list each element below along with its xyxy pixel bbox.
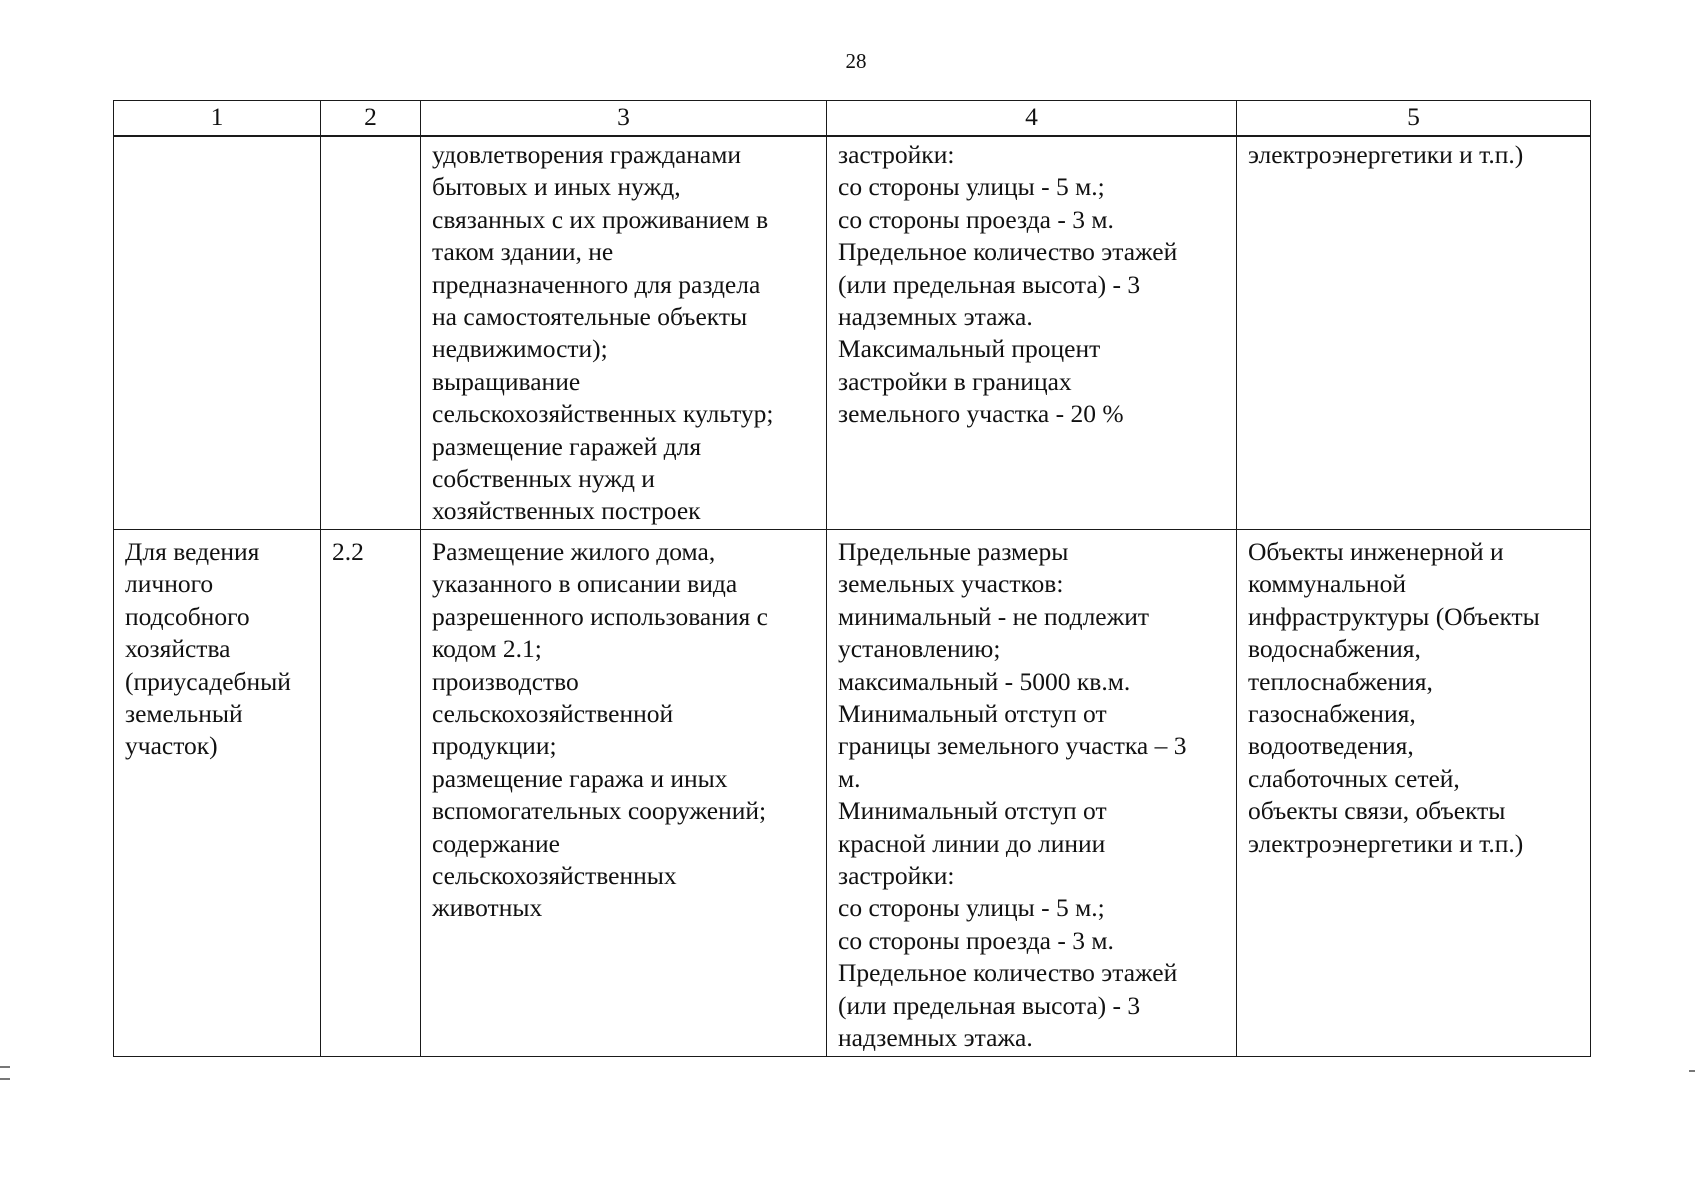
cell-code	[321, 136, 421, 530]
cell-description: удовлетворения гражданами бытовых и иных нужд, связанных с их проживанием в таком здании, не предназначенного для раздела на самостоятельные объекты недвижимости); выращивание сельскохозяйственных культур; размещение гаражей для собственных нужд и хозяйственных построек	[421, 136, 827, 530]
cell-use-type: Для ведения личного подсобного хозяйства (приусадебный земельный участок)	[114, 530, 321, 1057]
column-header-4: 4	[827, 101, 1237, 137]
column-header-3: 3	[421, 101, 827, 137]
table-header-row	[114, 101, 1591, 137]
cell-auxiliary-uses: электроэнергетики и т.п.)	[1237, 136, 1591, 530]
cell-description: Размещение жилого дома, указанного в описании вида разрешенного использования с кодом 2.1; производство сельскохозяйственной продукции; размещение гаража и иных вспомогательных сооружений; содержание сельскохозяйственных животных	[421, 530, 827, 1057]
column-header-1: 1	[114, 101, 321, 137]
cell-auxiliary-uses: Объекты инженерной и коммунальной инфраструктуры (Объекты водоснабжения, теплоснабжения, газоснабжения, водоотведения, слаботочных сетей, объекты связи, объекты электроэнергетики и т.п.)	[1237, 530, 1591, 1057]
cell-parameters: Предельные размеры земельных участков: минимальный - не подлежит установлению; максимальный - 5000 кв.м. Минимальный отступ от границы земельного участка – 3 м. Минимальный отступ от красной линии до линии застройки: со стороны улицы - 5 м.; со стороны проезда - 3 м. Предельное количество этажей (или предельная высота) - 3 надземных этажа.	[827, 530, 1237, 1057]
scan-edge-mark	[0, 1078, 10, 1080]
cell-use-type	[114, 136, 321, 530]
table-row	[114, 530, 1591, 1057]
scan-edge-mark	[0, 1066, 10, 1068]
scan-edge-mark	[1689, 1070, 1695, 1072]
cell-code: 2.2	[321, 530, 421, 1057]
column-header-2: 2	[321, 101, 421, 137]
cell-parameters: застройки: со стороны улицы - 5 м.; со стороны проезда - 3 м. Предельное количество этажей (или предельная высота) - 3 надземных этажа. Максимальный процент застройки в границах земельного участка - 20 %	[827, 136, 1237, 530]
zoning-table	[113, 100, 1591, 1057]
table-row	[114, 136, 1591, 530]
column-header-5: 5	[1237, 101, 1591, 137]
page-number: 28	[845, 49, 867, 73]
